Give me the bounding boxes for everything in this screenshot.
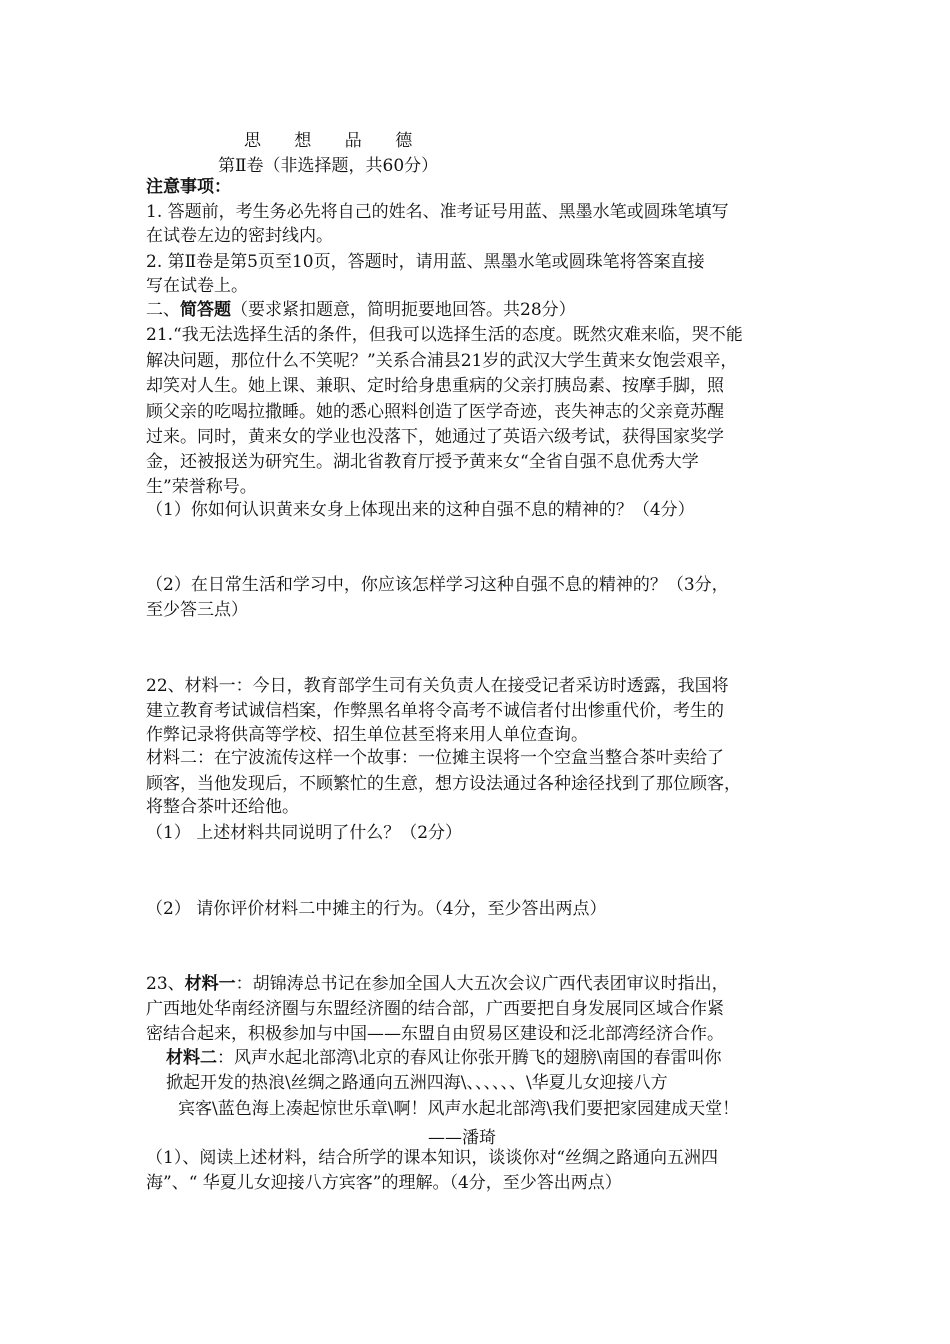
section-instructions: （要求紧扣题意，简明扼要地回答。共28分） [231, 300, 576, 320]
section-heading [146, 298, 576, 322]
q23-number: 23、 [146, 974, 185, 994]
q21-text: 解决问题，那位什么不笑呢？”关系合浦县21岁的武汉大学生黄来女饱尝艰辛， [146, 351, 738, 371]
notice-line: 写在试卷上。 [146, 276, 248, 296]
q23-subquestion-1: 海”、“ 华夏儿女迎接八方宾客”的理解。（4分，至少答出两点） [146, 1173, 622, 1193]
q22-text: 将整合茶叶还给他。 [146, 797, 299, 817]
q21-text: 21.“我无法选择生活的条件，但我可以选择生活的态度。既然灾难来临，哭不能 [146, 325, 743, 345]
q21-text: 生”荣誉称号。 [146, 477, 257, 497]
q21-subquestion-1: （1）你如何认识黄来女身上体现出来的这种自强不息的精神的？（4分） [146, 500, 695, 520]
material-2-first-line: ：风声水起北部湾\北京的春风让你张开腾飞的翅膀\南国的春雷叫你 [217, 1048, 722, 1068]
q21-subquestion-2: （2）在日常生活和学习中，你应该怎样学习这种自强不息的精神的？（3分， [146, 575, 729, 595]
q22-text: 22、材料一：今日，教育部学生司有关负责人在接受记者采访时透露，我国将 [146, 676, 729, 696]
material-2-label: 材料二 [166, 1048, 217, 1068]
notice-line: 1. 答题前，考生务必先将自己的姓名、准考证号用蓝、黑墨水笔或圆珠笔填写 [146, 202, 729, 222]
q23-material-2-line: 宾客\蓝色海上凑起惊世乐章\啊！风声水起北部湾\我们要把家园建成天堂！ [178, 1099, 740, 1119]
q23-material-1-line: 广西地处华南经济圈与东盟经济圈的结合部，广西要把自身发展同区域合作紧 [146, 999, 724, 1019]
q21-text: 却笑对人生。她上课、兼职、定时给身患重病的父亲打胰岛素、按摩手脚，照 [146, 376, 724, 396]
material-1-first-line: ：胡锦涛总书记在参加全国人大五次会议广西代表团审议时指出， [235, 974, 729, 994]
q22-text: 作弊记录将供高等学校、招生单位甚至将来用人单位查询。 [146, 725, 588, 745]
page-title: 思 想 品 德 [244, 131, 427, 151]
page-subtitle: 第Ⅱ卷（非选择题，共60分） [218, 156, 439, 176]
q21-text: 过来。同时，黄来女的学业也没落下，她通过了英语六级考试，获得国家奖学 [146, 427, 724, 447]
q23-material-2 [166, 1046, 721, 1070]
q22-text: 材料二：在宁波流传这样一个故事：一位摊主误将一个空盒当整合茶叶卖给了 [146, 748, 724, 768]
q23-material-2-line: 掀起开发的热浪\丝绸之路通向五洲四海\、、、、、、\华夏儿女迎接八方 [166, 1073, 668, 1093]
q23-subquestion-1: （1）、阅读上述材料，结合所学的课本知识，谈谈你对“丝绸之路通向五洲四 [146, 1148, 719, 1168]
q22-subquestion-2: （2） 请你评价材料二中摊主的行为。（4分，至少答出两点） [146, 899, 607, 919]
notice-line: 2. 第Ⅱ卷是第5页至10页，答题时，请用蓝、黑墨水笔或圆珠笔将答案直接 [146, 252, 705, 272]
q23-material-1 [146, 972, 729, 996]
section-label: 简答题 [180, 300, 231, 320]
q23-material-1-line: 密结合起来，积极参加与中国——东盟自由贸易区建设和泛北部湾经济合作。 [146, 1024, 724, 1044]
q21-text: 金，还被报送为研究生。湖北省教育厅授予黄来女“全省自强不息优秀大学 [146, 452, 699, 472]
notice-line: 在试卷左边的密封线内。 [146, 226, 333, 246]
poem-signature: ——潘琦 [428, 1128, 496, 1148]
q21-text: 顾父亲的吃喝拉撒睡。她的悉心照料创造了医学奇迹，丧失神志的父亲竟苏醒 [146, 402, 724, 422]
q21-subquestion-2: 至少答三点） [146, 600, 248, 620]
section-prefix: 二、 [146, 300, 180, 320]
material-1-label: 材料一 [184, 974, 236, 994]
q22-text: 顾客，当他发现后，不顾繁忙的生意，想方设法通过各种途径找到了那位顾客， [146, 774, 741, 794]
notice-heading: 注意事项： [146, 177, 231, 197]
q22-text: 建立教育考试诚信档案，作弊黑名单将令高考不诚信者付出惨重代价，考生的 [146, 701, 724, 721]
q22-subquestion-1: （1） 上述材料共同说明了什么？（2分） [146, 823, 463, 843]
